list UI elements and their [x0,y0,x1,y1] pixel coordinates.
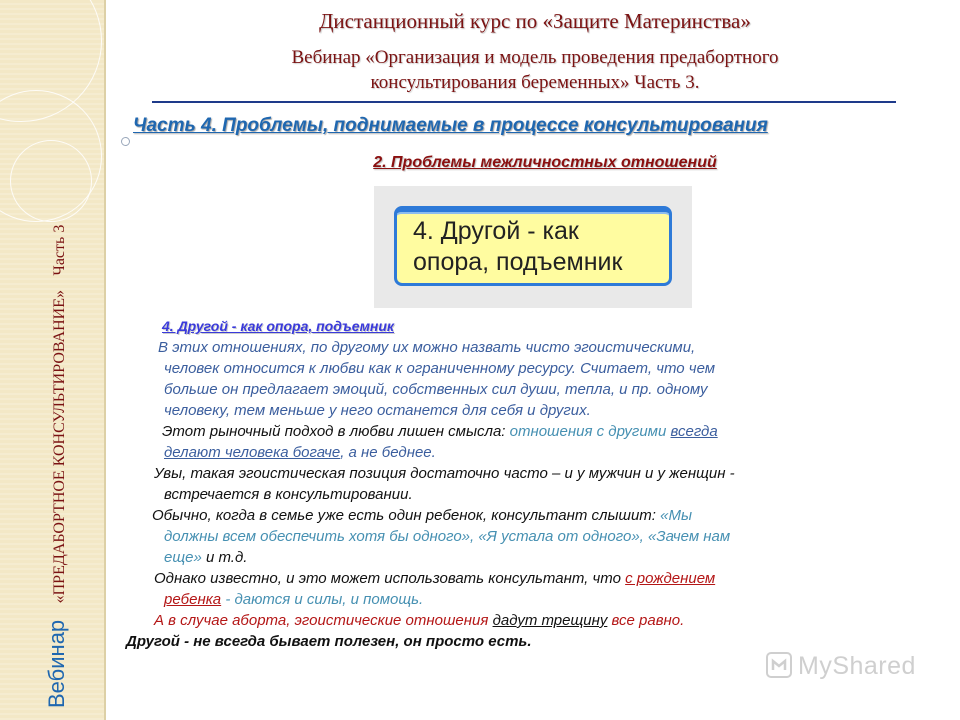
p5-text-d: - даются и силы, и помощь. [225,591,424,608]
course-title: Дистанционный курс по «Защите Материнства» [319,9,751,33]
decorative-circle [10,140,92,222]
p3-line1: Увы, такая эгоистическая позиция достаточно часто – и у мужчин и у женщин - [154,465,735,482]
sidebar-edge [104,0,106,720]
p6-line1 [118,610,948,631]
webinar-subtitle-line1: Вебинар «Организация и модель проведения предабортного [291,47,779,68]
myshared-logo-icon [766,652,792,678]
p7-line: Другой - не всегда бывает полезен, он просто есть. [126,633,532,650]
sidebar-course-name: «ПРЕДАБОРТНОЕ КОНСУЛЬТИРОВАНИЕ» [51,290,68,604]
webinar-subtitle-line2: консультирования беременных» Часть 3. [370,72,700,93]
watermark [766,652,916,681]
p4-line3 [118,547,948,568]
p2-text-d: делают человека богаче [164,444,341,461]
body-text [118,316,948,652]
watermark-text: MyShared [798,652,916,680]
p5-line2 [118,589,948,610]
p2-text-c: всегда [670,423,718,440]
sidebar [0,0,106,720]
sidebar-vertical-title [44,225,70,708]
p2-text-b: отношения с другими [509,423,667,440]
part-heading: Часть 4. Проблемы, поднимаемые в процессе консультирования [133,115,768,136]
p5-text-c: ребенка [164,591,222,608]
p6-text-c: все равно. [611,612,685,629]
p2-text-e: , а не беднее. [340,444,436,461]
p4-text-d: еще» [164,549,202,566]
sidebar-part-label: Часть 3 [51,224,68,276]
section-heading: 2. Проблемы межличностных отношений [373,154,717,171]
topic-image-box [394,206,672,286]
p5-text-b: с рождением [625,570,716,587]
topic-image-line1: 4. Другой - как [413,217,579,245]
p6-text-b: дадут трещину [492,612,608,629]
p4-line1 [118,505,948,526]
p1-line2: человек относится к любви как к ограниченному ресурсу. Считает, что чем [164,360,716,377]
p6-text-a: А в случае аборта, эгоистические отношения [154,612,489,629]
header-divider [152,101,896,103]
body-subtitle: 4. Другой - как опора, подъемник [162,318,395,334]
p5-text-a: Однако известно, и это может использовать консультант, что [154,570,621,587]
p2-line1 [118,421,948,442]
sidebar-webinar-word: Вебинар [44,619,69,708]
p2-text-a: Этот рыночный подход в любви лишен смысла: [162,423,506,440]
topic-image-panel [374,186,692,308]
p4-line2: должны всем обеспечить хотя бы одного», «Я устала от одного», «Зачем нам [164,528,731,545]
p5-line1 [118,568,948,589]
webinar-subtitle [110,45,960,95]
p3-line2: встречается в консультировании. [164,486,413,503]
divider-dot [121,137,130,146]
topic-image-label [413,216,668,278]
p4-text-e: и т.д. [205,549,248,566]
p1-line3: больше он предлагает эмоций, собственных сил души, тепла, и пр. одному [164,381,708,398]
p2-line2 [118,442,948,463]
p4-text-b: «Мы [660,507,693,524]
p4-text-a: Обычно, когда в семье уже есть один ребенок, консультант слышит: [152,507,656,524]
topic-image-line2: опора, подъемник [413,248,623,276]
p1-line1: В этих отношениях, по другому их можно назвать чисто эгоистическими, [158,339,696,356]
p1-line4: человеку, тем меньше у него останется для себя и других. [164,402,591,419]
